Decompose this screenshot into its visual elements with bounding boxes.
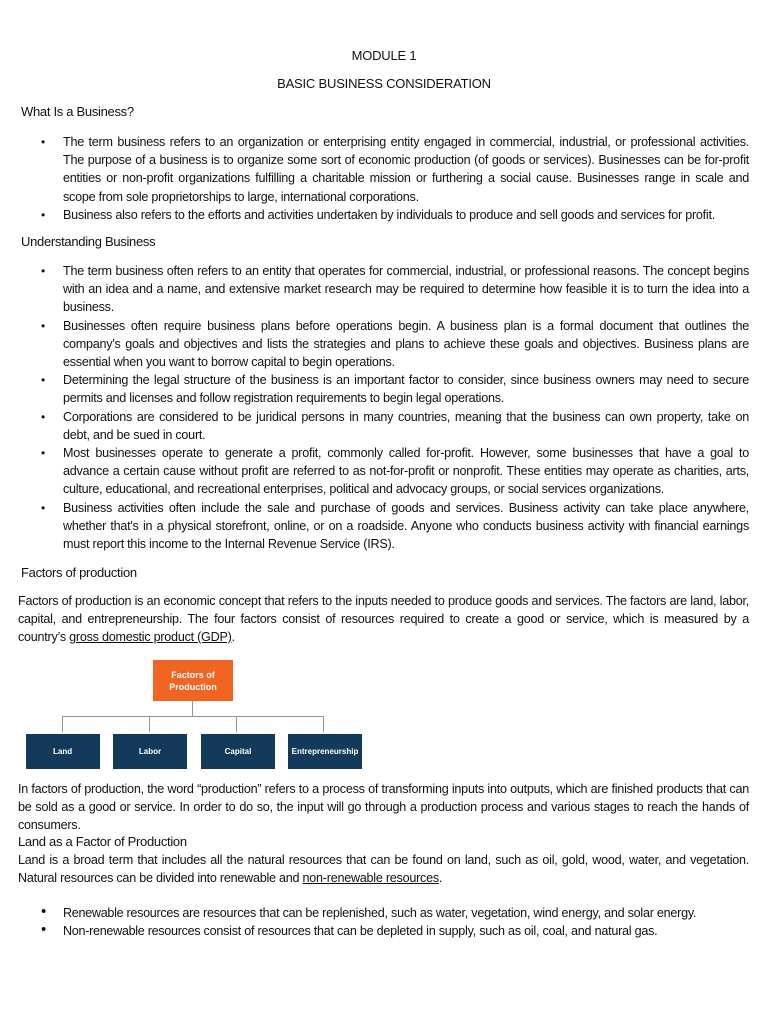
diagram-leaf-capital [201,734,275,769]
understanding-bullet-list [0,262,768,553]
diagram-root-label: Factors of Production [169,669,217,692]
list-item: • Determining the legal structure of the business is an important factor to consider, since business owners may need to secure permits and licenses and follow registration requirements to begin legal operations. [0,371,768,407]
non-renewable-link[interactable]: non-renewable resources [302,871,439,885]
diagram-leaf-labor [113,734,187,769]
diagram-leaf-label: Labor [138,747,162,756]
gdp-link[interactable]: gross domestic product (GDP) [69,630,232,644]
factors-intro-paragraph [18,592,749,646]
heading-understanding-business: Understanding Business [21,234,156,249]
list-item [0,922,768,940]
factors-intro-end: . [231,630,235,644]
diagram-leaf-label: Entrepreneurship [291,747,359,756]
factors-diagram [15,657,369,771]
land-text-end: . [438,871,443,885]
heading-factors-of-production: Factors of production [21,565,137,580]
factors-intro-text: Factors of production is an economic concept that refers to the inputs needed to produce goods and services. The factors are land, labor, capital, and entrepreneurship. The four factors consist of resources required to create a good or service, which is measured by a country’s [18,594,749,644]
list-item: • Business activities often include the sale and purchase of goods and services. Business activity can take place anywhere, whether that's in a physical storefront, online, or on a roadside. Anyone who conducts business activity with financial earnings must report this income to the Internal Revenue Service (IRS). [0,499,768,554]
list-item: • Corporations are considered to be juridical persons in many countries, meaning that the business can own property, take on debt, and be sued in court. [0,408,768,444]
list-item: • Businesses often require business plans before operations begin. A business plan is a formal document that outlines the company's goals and objectives and lists the strategies and plans to achieve these goals and objectives. Business plans are essential when you want to borrow capital to begin operations. [0,317,768,372]
list-item [0,904,768,922]
heading-land-factor: Land as a Factor of Production [18,834,187,849]
land-paragraph [18,851,749,887]
list-item: • Business also refers to the efforts and activities undertaken by individuals to produce and sell goods and services for profit. [0,206,768,224]
bullet-term: Non-renewable resources [63,924,201,939]
list-item: • The term business refers to an organization or enterprising entity engaged in commercial, industrial, or professional activities. The purpose of a business is to organize some sort of economic production (of goods or services). Businesses can be for-profit entities or non-profit organizations fulfilling a charitable mission or furthering a social cause. Businesses range in scale and scope from sole proprietorships to large, international corporations. [0,133,768,206]
bullet-term: Renewable resources [63,906,180,920]
what-bullet-list [0,133,768,224]
connector-line [192,701,193,716]
connector-line [62,716,63,732]
land-text: Land is a broad term that includes all the natural resources that can be found on land, such as oil, gold, wood, water, and vegetation. Natural resources can be divided into renewable and [18,853,749,885]
diagram-root-box [153,660,233,701]
module-title: MODULE 1 [351,48,417,63]
bullet-rest: consist of resources that can be depleted in supply, such as oil, coal, and natural gas. [200,924,658,939]
diagram-leaf-entrepreneurship [288,734,362,769]
connector-line [149,716,150,732]
diagram-leaf-label: Land [53,747,73,756]
heading-what-is-business: What Is a Business? [21,104,134,119]
diagram-leaf-label: Capital [224,747,252,756]
module-subtitle: BASIC BUSINESS CONSIDERATION [277,76,491,91]
resources-bullet-list [0,904,768,940]
connector-line [62,716,324,717]
connector-line [236,716,237,732]
after-diagram-paragraph: In factors of production, the word “production” refers to a process of transforming inputs into outputs, which are finished products that can be sold as a good or service. In order to do so, the input will go through a production process and various stages to reach the hands of consumers. [18,782,749,832]
list-item: • Most businesses operate to generate a profit, commonly called for-profit. However, some businesses that have a goal to advance a certain cause without profit are referred to as not-for-profit or nonprofit. These entities may operate as charities, arts, culture, educational, and recreational enterprises, political and advocacy groups, or social services organizations. [0,444,768,499]
list-item: • The term business often refers to an entity that operates for commercial, industrial, or professional reasons. The concept begins with an idea and a name, and extensive market research may be required to determine how feasible it is to turn the idea into a business. [0,262,768,317]
connector-line [323,716,324,732]
bullet-rest: are resources that can be replenished, such as water, vegetation, wind energy, and solar energy. [179,906,697,920]
diagram-leaf-land [26,734,100,769]
